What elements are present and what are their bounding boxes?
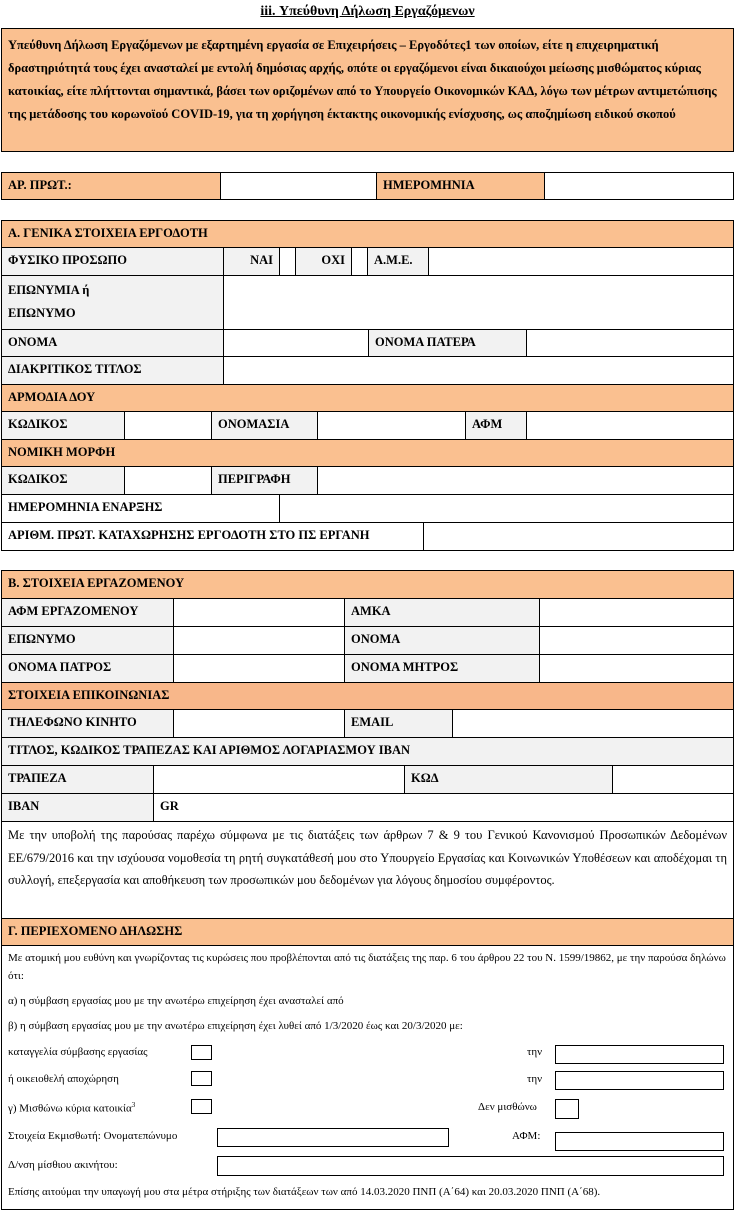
amka-label: ΑΜΚΑ (344, 598, 540, 627)
residence-checkbox[interactable] (191, 1099, 212, 1114)
section-c-header: Γ. ΠΕΡΙΕΧΟΜΕΝΟ ΔΗΛΩΣΗΣ (1, 918, 734, 946)
resignation-label: ή οικειοθελή αποχώρηση (8, 1073, 119, 1085)
legal-form-description-label: ΠΕΡΙΓΡΑΦΗ (211, 466, 318, 495)
protocol-date-label: ΗΜΕΡΟΜΗΝΙΑ (376, 172, 545, 200)
amka-field[interactable] (539, 598, 734, 627)
tax-office-name-label: ΟΝΟΜΑΣΙΑ (211, 411, 318, 440)
employee-mother-field[interactable] (539, 654, 734, 683)
iban-field[interactable]: GR (153, 793, 734, 822)
employee-surname-label: ΕΠΩΝΥΜΟ (1, 626, 174, 655)
company-name-label-line1: ΕΠΩΝΥΜΙΑ ή (8, 283, 90, 297)
father-name-label: ΟΝΟΜΑ ΠΑΤΕΡΑ (368, 329, 527, 357)
protocol-number-label: ΑΡ. ΠΡΩΤ.: (1, 172, 221, 200)
termination-label: καταγγελία σύμβασης εργασίας (8, 1046, 148, 1058)
email-field[interactable] (452, 709, 734, 738)
yes-label: ΝΑΙ (223, 247, 280, 276)
bank-label: ΤΡΑΠΕΖΑ (1, 765, 154, 794)
mobile-label: ΤΗΛΕΦΩΝΟ ΚΙΝΗΤΟ (1, 709, 174, 738)
iban-label: IBAN (1, 793, 154, 822)
address-field[interactable] (217, 1156, 724, 1176)
termination-date-label: την (527, 1046, 543, 1058)
employer-afm-label: ΑΦΜ (465, 411, 527, 440)
declaration-intro: Με ατομική μου ευθύνη και γνωρίζοντας τις κυρώσεις που προβλέπονται από τις διατάξεις της παρ. 6 του άρθρου 22 του Ν. 1599/19862, με την παρούσα δηλώνω ότι: (8, 952, 726, 982)
email-label: EMAIL (344, 709, 453, 738)
resignation-checkbox[interactable] (191, 1071, 212, 1086)
employee-mother-label: ΟΝΟΜΑ ΜΗΤΡΟΣ (344, 654, 540, 683)
trade-title-field[interactable] (223, 356, 734, 385)
tax-office-name-field[interactable] (317, 411, 466, 440)
section-b-header: Β. ΣΤΟΙΧΕΙΑ ΕΡΓΑΖΟΜΕΝΟΥ (1, 570, 734, 599)
no-label: ΟΧΙ (295, 247, 352, 276)
father-name-field[interactable] (526, 329, 734, 357)
residence-label-text: γ) Μισθώνω κύρια κατοικία (8, 1102, 132, 1115)
first-name-label: ΟΝΟΜΑ (1, 329, 224, 357)
protocol-number-field[interactable] (220, 172, 377, 200)
residence-label (8, 1101, 135, 1115)
termination-checkbox[interactable] (191, 1045, 212, 1060)
tax-office-code-label: ΚΩΔΙΚΟΣ (1, 411, 125, 440)
employee-surname-field[interactable] (173, 626, 345, 655)
natural-person-label: ΦΥΣΙΚΟ ΠΡΟΣΩΠΟ (1, 247, 224, 276)
bank-field[interactable] (153, 765, 405, 794)
landlord-afm-label: ΑΦΜ: (512, 1130, 541, 1142)
landlord-name-field[interactable] (217, 1128, 449, 1147)
declaration-item-b: β) η σύμβαση εργασίας μου με την ανωτέρω επιχείρηση έχει λυθεί από 1/3/2020 έως και 20/3/2020 με: (8, 1020, 463, 1032)
tax-office-header: ΑΡΜΟΔΙΑ ΔΟΥ (1, 384, 734, 412)
employee-father-label: ΟΝΟΜΑ ΠΑΤΡΟΣ (1, 654, 174, 683)
protocol-date-field[interactable] (544, 172, 734, 200)
resignation-date-label: την (527, 1073, 543, 1085)
landlord-label: Στοιχεία Εκμισθωτή: Ονοματεπώνυμο (8, 1130, 178, 1142)
legal-form-header: ΝΟΜΙΚΗ ΜΟΡΦΗ (1, 439, 734, 467)
employer-afm-field[interactable] (526, 411, 734, 440)
yes-checkbox[interactable] (279, 247, 296, 276)
address-label: Δ/νση μίσθιου ακινήτου: (8, 1159, 118, 1171)
termination-date-field[interactable] (555, 1045, 724, 1064)
trade-title-label: ΔΙΑΚΡΙΤΙΚΟΣ ΤΙΤΛΟΣ (1, 356, 224, 385)
employee-name-field[interactable] (539, 626, 734, 655)
resignation-date-field[interactable] (555, 1071, 724, 1090)
company-name-label (1, 275, 224, 330)
contact-header: ΣΤΟΙΧΕΙΑ ΕΠΙΚΟΙΝΩΝΙΑΣ (1, 682, 734, 710)
bank-code-field[interactable] (612, 765, 734, 794)
legal-form-code-field[interactable] (124, 466, 212, 495)
start-date-label: ΗΜΕΡΟΜΗΝΙΑ ΕΝΑΡΞΗΣ (1, 494, 280, 523)
intro-box (1, 28, 734, 152)
legal-form-code-label: ΚΩΔΙΚΟΣ (1, 466, 125, 495)
declaration-footer: Επίσης αιτούμαι την υπαγωγή μου στα μέτρα στήριξης των διατάξεων των από 14.03.2020 ΠΝΠ (Α΄64) και 20.03.2020 ΠΝΠ (Α΄68). (8, 1186, 601, 1198)
employee-afm-label: ΑΦΜ ΕΡΓΑΖΟΜΕΝΟΥ (1, 598, 174, 627)
employee-name-label: ΟΝΟΜΑ (344, 626, 540, 655)
page-title: iii. Υπεύθυνη Δήλωση Εργαζόμενων (260, 4, 475, 19)
bank-code-label: ΚΩΔ (404, 765, 613, 794)
residence-footnote: 3 (131, 1101, 136, 1109)
no-checkbox[interactable] (351, 247, 368, 276)
tax-office-code-field[interactable] (124, 411, 212, 440)
ame-label: Α.Μ.Ε. (367, 247, 429, 276)
start-date-field[interactable] (279, 494, 734, 523)
consent-text: Με την υποβολή της παρούσας παρέχω σύμφωνα με τις διατάξεις των άρθρων 7 & 9 του Γενικού Κανονισμού Προσωπικών Δεδομένων ΕΕ/679/2016 και την ισχύουσα νομοθεσία τη ρητή συγκατάθεσή μου στο Υπουργείο Εργασίας και Κοινωνικών Υποθέσεων και αποδέχομαι τη συλλογή, επεξεργασία και αποθήκευση των προσωπικών μου δεδομένων για λόγους δημοσίου συμφέροντος. (1, 821, 734, 919)
bank-header: ΤΙΤΛΟΣ, ΚΩΔΙΚΟΣ ΤΡΑΠΕΖΑΣ ΚΑΙ ΑΡΙΘΜΟΣ ΛΟΓΑΡΙΑΣΜΟΥ IBAN (1, 737, 734, 766)
intro-text: Υπεύθυνη Δήλωση Εργαζόμενων με εξαρτημένη εργασία σε Επιχειρήσεις – Εργοδότες1 των οποίων, είτε η επιχειρηματική δραστηριότητά τους έχει ανασταλεί με εντολή δημόσιας αρχής, οπότε οι εργαζόμενοι είναι δικαιούχοι μείωσης μισθώματος κύριας κατοικίας, είτε πλήττονται σημαντικά, βάσει των οριζομένων από το Υπουργείο Οικονομικών ΚΑΔ, λόγω των μέτρων αντιμετώπισης της μετάδοσης του κορωνοϊού COVID-19, για τη χορήγηση έκτακτης οικονομικής ενίσχυσης, ως αποζημίωση ειδικού σκοπού (8, 38, 717, 121)
company-name-field[interactable] (223, 275, 734, 330)
ergani-number-label: ΑΡΙΘΜ. ΠΡΩΤ. ΚΑΤΑΧΩΡΗΣΗΣ ΕΡΓΟΔΟΤΗ ΣΤΟ ΠΣ ΕΡΓΑΝΗ (1, 522, 424, 551)
employee-father-field[interactable] (173, 654, 345, 683)
not-renting-label: Δεν μισθώνω (478, 1101, 537, 1113)
not-renting-checkbox[interactable] (555, 1099, 579, 1119)
company-name-label-line2: ΕΠΩΝΥΜΟ (8, 306, 76, 320)
declaration-item-a: α) η σύμβαση εργασίας μου με την ανωτέρω επιχείρηση έχει ανασταλεί από (8, 995, 344, 1007)
section-a-header: Α. ΓΕΝΙΚΑ ΣΤΟΙΧΕΙΑ ΕΡΓΟΔΟΤΗ (1, 220, 734, 248)
mobile-field[interactable] (173, 709, 345, 738)
employee-afm-field[interactable] (173, 598, 345, 627)
legal-form-description-field[interactable] (317, 466, 734, 495)
ame-field[interactable] (428, 247, 734, 276)
first-name-field[interactable] (223, 329, 369, 357)
ergani-number-field[interactable] (423, 522, 734, 551)
landlord-afm-field[interactable] (555, 1132, 724, 1151)
